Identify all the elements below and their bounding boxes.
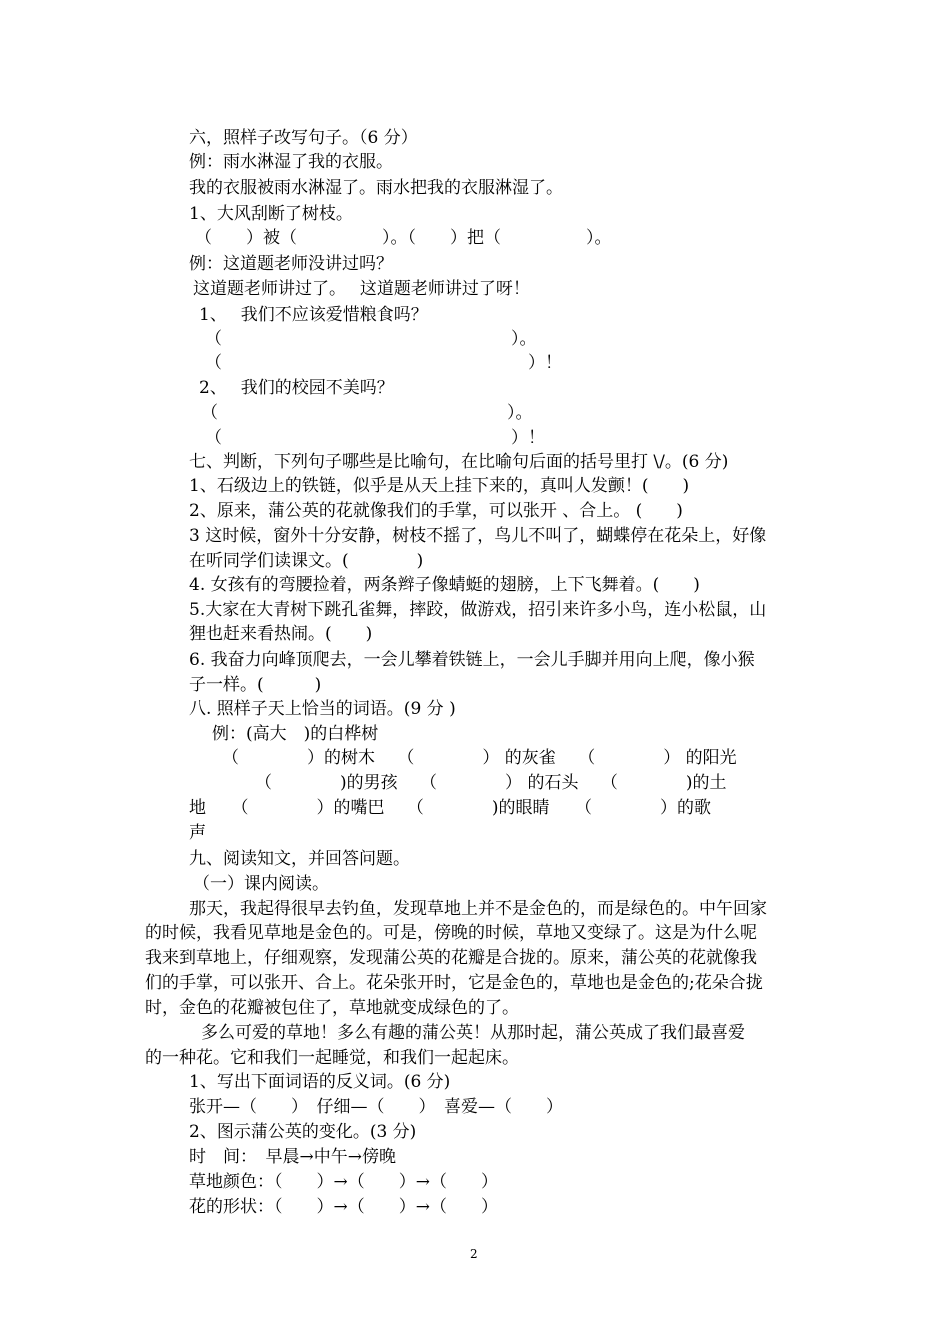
- section-7-title: 七、判断，下列句子哪些是比喻句，在比喻句后面的括号里打 \/。(6 分): [189, 452, 729, 472]
- fill-row-3: 地 （ ）的嘴巴 （ )的眼睛 （ ）的歌: [189, 798, 712, 818]
- sentence-7-4: 4. 女孩有的弯腰捡着，两条辫子像蜻蜓的翅膀，上下飞舞着。( ): [189, 575, 700, 595]
- example-2: 例：这道题老师没讲过吗？: [189, 254, 393, 274]
- fill-row-4: 声: [189, 823, 206, 843]
- section-9-subtitle: （一）课内阅读。: [193, 874, 329, 894]
- flower-shape-row: 花的形状：（ ）→（ ）→（ ）: [189, 1197, 498, 1217]
- question-6-3-blank-1: （ ）。: [201, 403, 533, 423]
- example-1: 例：雨水淋湿了我的衣服。: [189, 152, 393, 172]
- passage-p1-line-4: 们的手掌，可以张开、合上。花朵张开时，它是金色的，草地也是金色的;花朵合拢: [145, 973, 763, 993]
- question-9-1: 1、写出下面词语的反义词。(6 分): [189, 1072, 451, 1092]
- question-6-3-blank-2: （ ）！: [205, 428, 545, 448]
- passage-p1-line-1: 那天，我起得很早去钓鱼，发现草地上并不是金色的，而是绿色的。中午回家: [189, 899, 767, 919]
- question-9-2: 2、图示蒲公英的变化。(3 分): [189, 1122, 417, 1142]
- section-8-title: 八. 照样子天上恰当的词语。(9 分 ): [189, 699, 456, 719]
- grass-color-row: 草地颜色：（ ）→（ ）→（ ）: [189, 1172, 498, 1192]
- question-6-1: 1、大风刮断了树枝。: [189, 204, 353, 224]
- page-number: 2: [470, 1247, 478, 1261]
- sentence-7-3a: 3 这时候，窗外十分安静，树枝不摇了，鸟儿不叫了，蝴蝶停在花朵上，好像: [189, 526, 767, 546]
- question-6-2: 1、 我们不应该爱惜粮食吗？: [199, 305, 428, 325]
- example-1-answer: 我的衣服被雨水淋湿了。雨水把我的衣服淋湿了。: [189, 178, 563, 198]
- sentence-7-3b: 在听同学们读课文。( ): [189, 551, 424, 571]
- section-9-title: 九、阅读知文，并回答问题。: [189, 849, 410, 869]
- passage-p2-line-1: 多么可爱的草地！多么有趣的蒲公英！从那时起，蒲公英成了我们最喜爱: [201, 1023, 745, 1043]
- passage-p1-line-5: 时，金色的花瓣被包住了，草地就变成绿色的了。: [145, 998, 519, 1018]
- sentence-7-5b: 狸也赶来看热闹。( ): [189, 624, 373, 644]
- question-6-1-blanks: （ ）被（ ）。（ ）把（ ）。: [195, 228, 612, 248]
- question-6-3: 2、 我们的校园不美吗？: [199, 378, 394, 398]
- sentence-7-1: 1、石级边上的铁链，似乎是从天上挂下来的，真叫人发颤！( ): [189, 476, 690, 496]
- question-6-2-blank-1: （ ）。: [205, 329, 537, 349]
- passage-p1-line-3: 我来到草地上，仔细观察，发现蒲公英的花瓣是合拢的。原来，蒲公英的花就像我: [145, 948, 757, 968]
- fill-row-1: （ ）的树木 （ ） 的灰雀 （ ） 的阳光: [222, 748, 737, 768]
- passage-p2-line-2: 的一种花。它和我们一起睡觉，和我们一起起床。: [145, 1048, 519, 1068]
- passage-p1-line-2: 的时候，我看见草地是金色的。可是，傍晚的时候，草地又变绿了。这是为什么呢: [145, 923, 757, 943]
- fill-row-2: （ )的男孩 （ ） 的石头 （ )的土: [255, 773, 727, 793]
- time-row: 时 间： 早晨→中午→傍晚: [189, 1147, 396, 1167]
- example-2-answer: 这道题老师讲过了。 这道题老师讲过了呀！: [193, 279, 530, 299]
- section-6-title: 六，照样子改写句子。（6 分）: [189, 128, 418, 148]
- question-9-1-items: 张开—（ ） 仔细—（ ） 喜爱—（ ）: [189, 1097, 563, 1117]
- sentence-7-2: 2、原来，蒲公英的花就像我们的手掌，可以张开 、合上。 ( ): [189, 501, 683, 521]
- section-8-example: 例：(高大 )的白桦树: [212, 724, 379, 744]
- sentence-7-6a: 6. 我奋力向峰顶爬去，一会儿攀着铁链上，一会儿手脚并用向上爬，像小猴: [189, 650, 755, 670]
- question-6-2-blank-2: （ ）！: [205, 353, 562, 373]
- sentence-7-6b: 子一样。( ): [189, 675, 322, 695]
- sentence-7-5a: 5.大家在大青树下跳孔雀舞，摔跤，做游戏，招引来许多小鸟，连小松鼠，山: [189, 600, 767, 620]
